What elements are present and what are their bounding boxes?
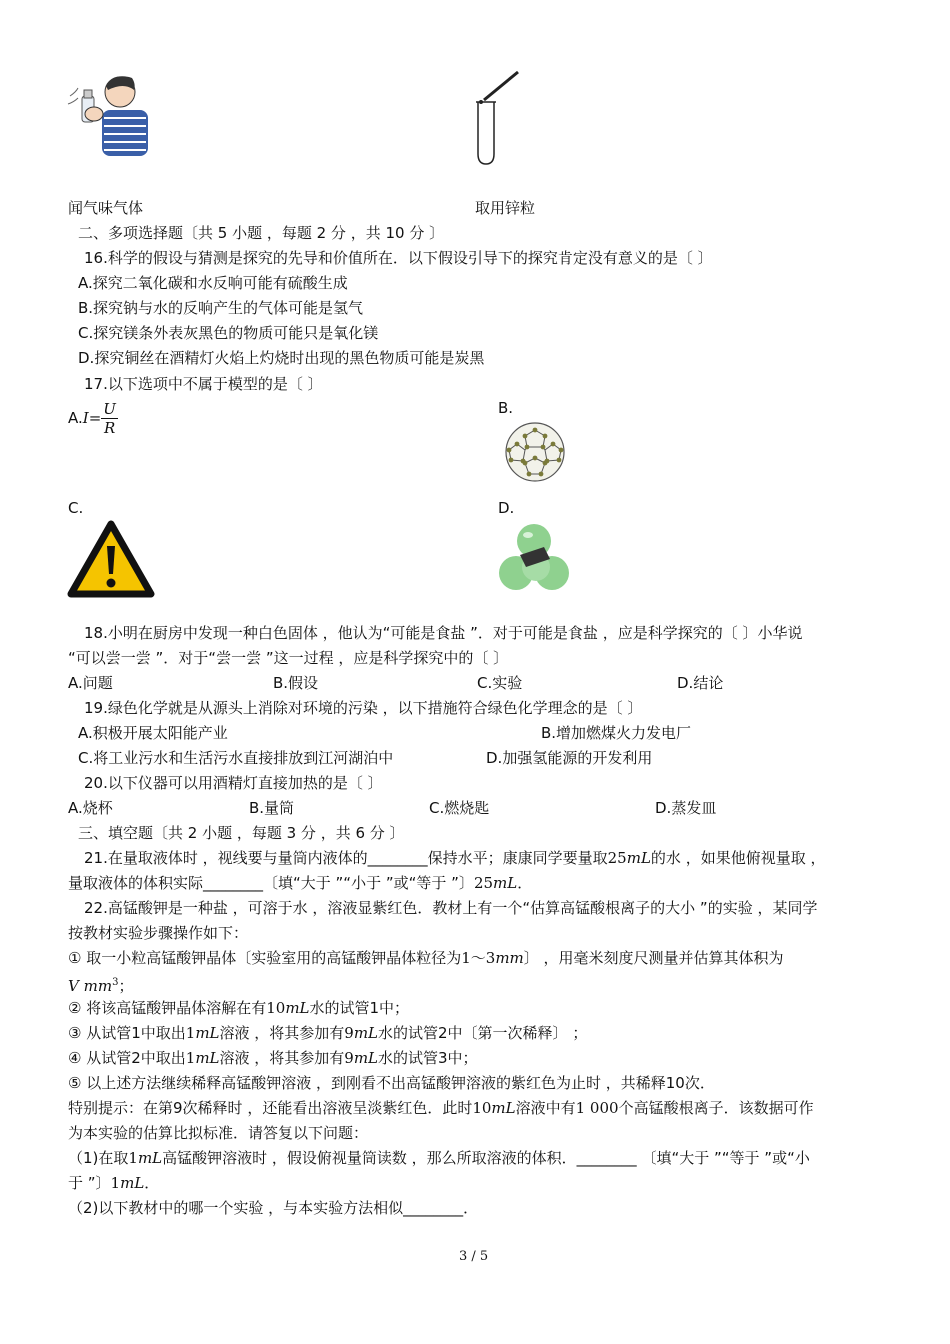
tip-unit: mL: [491, 1099, 516, 1117]
q22-step1-cont: [68, 973, 133, 996]
q22-part2: （2)以下教材中的哪一个实验 ，与本实验方法相似________．: [68, 1199, 479, 1217]
q19-option-b: B.增加燃煤火力发电厂: [541, 724, 692, 742]
q19-stem: 19.绿色化学就是从源头上消除对环境的污染 ，以下措施符合绿色化学理念的是〔 〕: [84, 699, 643, 717]
q21-l2-text-b: ．: [517, 874, 533, 892]
q22-part1-cont: [68, 1173, 159, 1193]
q16-stem: 16.科学的假设与猜测是探究的先导和价值所在．以下假设引导下的探究肯定没有意义的是〔 〕: [84, 249, 713, 267]
q17-d-label: D.: [498, 499, 515, 517]
q18-line1: 18.小明在厨房中发现一种白色固体 ，他认为“可能是食盐 ”．对于可能是食盐 ，应是科学探究的〔 〕小华说: [84, 624, 803, 642]
q22-step3: [68, 1023, 587, 1043]
fullerene-model-image: [499, 420, 571, 484]
q19-option-d: D.加强氢能源的开发利用: [486, 749, 653, 767]
q22-part1: [68, 1148, 810, 1168]
section3-heading: 三、填空题〔共 2 小题 ，每题 3 分 ，共 6 分 〕: [78, 824, 405, 842]
part1-text-c: 于 ”〕: [68, 1174, 111, 1192]
step1-text-a: ① 取一小粒高锰酸钾晶体〔实验室用的高锰酸钾晶体粒径为: [68, 949, 462, 967]
q21-l1-value: 25: [607, 849, 627, 867]
warning-sign-image: [67, 520, 155, 598]
q18-option-d: D.结论: [677, 674, 724, 692]
part1-text-b: 高锰酸钾溶液时 ，假设俯视量筒读数 ，那么所取溶液的体积．________ 〔填“大于 ”“等于 ”或“小: [162, 1149, 810, 1167]
step2-value: 10: [266, 999, 286, 1017]
q18-option-c: C.实验: [477, 674, 523, 692]
step1-range: 1～3: [461, 949, 496, 967]
q22-line2: 按教材实验步骤操作如下：: [68, 924, 249, 942]
q21-l1-text-a: 21.在量取液体时 ，视线要与量筒内液体的________保持水平；康康同学要量取: [84, 849, 608, 867]
step4-unit2: mL: [353, 1049, 379, 1067]
q21-l1-unit: mL: [626, 849, 651, 867]
step4-unit: mL: [195, 1049, 220, 1067]
test-tube-zinc-illustration: [470, 66, 530, 166]
q18-option-a: A.问题: [68, 674, 113, 692]
step2-unit: mL: [285, 999, 310, 1017]
q17-stem: 17.以下选项中不属于模型的是〔 〕: [84, 375, 323, 393]
q21-line2: [68, 873, 532, 893]
q17-b-label: B.: [498, 399, 514, 417]
step3-unit: mL: [195, 1024, 220, 1042]
step4-text-c: 水的试管3中；: [378, 1049, 478, 1067]
step3-value: 1: [185, 1024, 196, 1042]
q16-option-d: D.探究铜丝在酒精灯火焰上灼烧时出现的黑色物质可能是炭黑: [78, 349, 485, 367]
volume-unit: mm: [83, 977, 113, 995]
tip-text-b: 溶液中有: [515, 1099, 576, 1117]
q22-tip-line2: 为本实验的估算比拟标准．请答复以下问题：: [68, 1124, 369, 1142]
q22-tip-line1: [68, 1098, 814, 1118]
tip-text-c: 个高锰酸根离子．该数据可作: [618, 1099, 814, 1117]
q21-l2-value: 25: [473, 874, 494, 892]
part1-value: 1: [128, 1149, 138, 1167]
tip-count: 1 000: [575, 1099, 619, 1117]
q20-option-d: D.蒸发皿: [655, 799, 717, 817]
step3-text-b: 溶液 ，将其参加有: [219, 1024, 345, 1042]
part1-text-a: （1)在取: [68, 1149, 129, 1167]
q21-l2-unit: mL: [493, 874, 518, 892]
tip-value: 10: [472, 1099, 492, 1117]
q19-option-c: C.将工业污水和生活污水直接排放到江河湖泊中: [78, 749, 394, 767]
q16-option-b: B.探究钠与水的反响产生的气体可能是氢气: [78, 299, 364, 317]
left-image-caption: 闻气味气体: [68, 199, 144, 217]
q19-option-a: A.积极开展太阳能产业: [78, 724, 228, 742]
q16-option-c: C.探究镁条外表灰黑色的物质可能只是氧化镁: [78, 324, 379, 342]
step3-value2: 9: [344, 1024, 354, 1042]
q22-line1: 22.高锰酸钾是一种盐 ，可溶于水 ，溶液显紫红色．教材上有一个“估算高锰酸根离子的大小 ”的实验 ，某同学: [84, 899, 818, 917]
q22-step4: [68, 1048, 478, 1068]
page-number: 3 / 5: [459, 1249, 489, 1264]
q21-l2-text-a: 量取液体的体积实际________〔填“大于 ”“小于 ”或“等于 ”〕: [68, 874, 474, 892]
step1-text-b: 〕 ，用毫米刻度尺测量并估算其体积为: [523, 949, 784, 967]
step4-text-a: ④ 从试管2中取出: [68, 1049, 186, 1067]
right-image-caption: 取用锌粒: [475, 199, 536, 217]
q20-option-b: B.量筒: [249, 799, 295, 817]
q22-step5: ⑤ 以上述方法继续稀释高锰酸钾溶液 ，到刚看不出高锰酸钾溶液的紫红色为止时 ，共稀释10次．: [68, 1074, 715, 1092]
volume-symbol: V: [68, 977, 79, 995]
q22-step2: [68, 998, 409, 1018]
formula-fraction: [101, 400, 118, 437]
step4-text-b: 溶液 ，将其参加有: [219, 1049, 345, 1067]
q17-a-label: A.: [68, 409, 83, 427]
q17-c-label: C.: [68, 499, 84, 517]
formula-numerator: U: [103, 400, 116, 418]
q20-stem: 20.以下仪器可以用酒精灯直接加热的是〔 〕: [84, 774, 383, 792]
q16-option-a: A.探究二氧化碳和水反响可能有硫酸生成: [78, 274, 348, 292]
part1-value2: 1: [110, 1174, 121, 1192]
step2-text-a: ② 将该高锰酸钾晶体溶解在有: [68, 999, 267, 1017]
tip-text-a: 特别提示：在第9次稀释时 ，还能看出溶液呈淡紫红色．此时: [68, 1099, 473, 1117]
formula-lhs: I: [82, 409, 89, 427]
part1-unit2: mL: [120, 1174, 145, 1192]
q18-line2: “可以尝一尝 ”．对于“尝一尝 ”这一过程 ，应是科学探究中的〔 〕: [68, 649, 509, 667]
q22-step1: [68, 948, 784, 968]
smelling-gas-illustration: [64, 66, 152, 158]
q18-option-b: B.假设: [273, 674, 319, 692]
step4-value: 1: [185, 1049, 196, 1067]
formula-denominator: R: [103, 419, 116, 437]
part1-text-d: ．: [144, 1174, 160, 1192]
step2-text-b: 水的试管1中；: [309, 999, 410, 1017]
step1-unit: mm: [495, 949, 524, 967]
q20-option-c: C.燃烧匙: [429, 799, 490, 817]
q21-l1-text-b: 的水 ，如果他俯视量取 ，: [650, 849, 826, 867]
step3-text-c: 水的试管2中〔第一次稀释〕 ；: [378, 1024, 588, 1042]
section2-heading: 二、多项选择题〔共 5 小题 ，每题 2 分 ，共 10 分 〕: [78, 224, 445, 242]
q21-line1: [84, 848, 825, 868]
step1-end: ；: [118, 977, 134, 995]
q20-option-a: A.烧杯: [68, 799, 113, 817]
part1-unit: mL: [137, 1149, 163, 1167]
methane-molecule-model-image: [498, 521, 572, 597]
formula-equals: =: [88, 409, 102, 427]
volume-exponent: 3: [112, 977, 119, 988]
step3-text-a: ③ 从试管1中取出: [68, 1024, 186, 1042]
q17-option-a: [68, 398, 118, 438]
step3-unit2: mL: [353, 1024, 379, 1042]
step4-value2: 9: [344, 1049, 354, 1067]
